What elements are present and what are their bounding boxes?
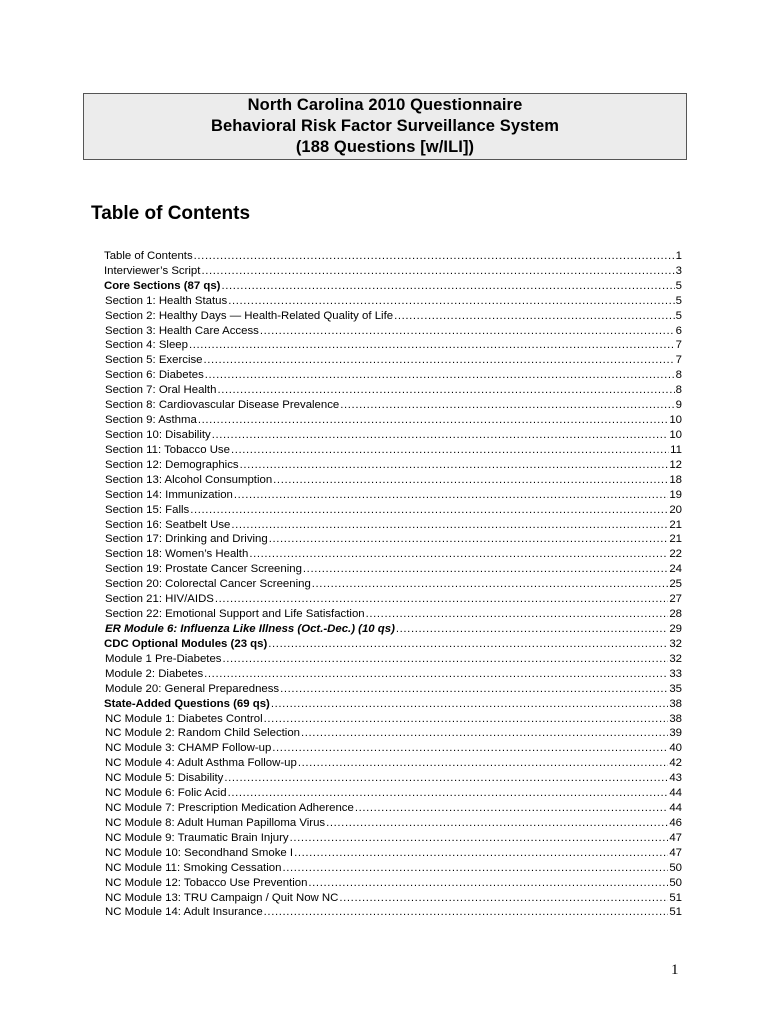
dot-leader <box>217 383 674 397</box>
toc-entry-title: Core Sections (87 qs) <box>104 279 221 292</box>
dot-leader <box>268 637 668 651</box>
toc-entry-title: Section 14: Immunization <box>105 488 233 501</box>
document-subtitle: Behavioral Risk Factor Surveillance System <box>210 117 560 135</box>
toc-entry[interactable] <box>104 860 682 875</box>
toc-entry[interactable] <box>104 785 682 800</box>
toc-entry-page: 32 <box>669 652 682 665</box>
toc-entry-title: Section 16: Seatbelt Use <box>105 518 231 531</box>
dot-leader <box>212 428 669 442</box>
toc-entry[interactable] <box>104 397 682 412</box>
toc-entry[interactable] <box>104 382 682 397</box>
toc-entry-page: 44 <box>669 802 682 815</box>
dot-leader <box>340 398 674 412</box>
dot-leader <box>234 488 668 502</box>
table-of-contents <box>104 248 682 919</box>
toc-entry[interactable] <box>104 248 682 263</box>
toc-entry-title: Section 10: Disability <box>105 428 211 441</box>
toc-entry[interactable] <box>104 442 682 457</box>
toc-entry[interactable] <box>104 352 682 367</box>
toc-entry-title: Section 4: Sleep <box>105 339 188 352</box>
toc-entry-page: 24 <box>669 563 682 576</box>
toc-entry-page: 12 <box>669 458 682 471</box>
toc-entry-title: Section 22: Emotional Support and Life Satisfaction <box>105 608 365 621</box>
toc-entry[interactable] <box>104 561 682 576</box>
question-count: (188 Questions [w/ILI]) <box>295 138 475 156</box>
dot-leader <box>228 294 674 308</box>
toc-entry-page: 29 <box>669 622 682 635</box>
toc-entry-title: Section 5: Exercise <box>105 354 203 367</box>
toc-entry-title: NC Module 10: Secondhand Smoke I <box>105 846 294 859</box>
toc-entry[interactable] <box>104 293 682 308</box>
dot-leader <box>339 891 668 905</box>
toc-entry-title: NC Module 12: Tobacco Use Prevention <box>105 876 308 889</box>
toc-entry-page: 28 <box>669 608 682 621</box>
toc-entry-title: ER Module 6: Influenza Like Illness (Oct.-Dec.) (10 qs) <box>105 622 395 635</box>
toc-entry-title: NC Module 6: Folic Acid <box>105 787 227 800</box>
dot-leader <box>326 816 668 830</box>
toc-entry[interactable] <box>104 755 682 770</box>
toc-entry-page: 35 <box>669 682 682 695</box>
toc-entry[interactable] <box>104 338 682 353</box>
toc-entry-title: NC Module 2: Random Child Selection <box>105 727 301 740</box>
toc-entry-title: NC Module 11: Smoking Cessation <box>105 861 282 874</box>
toc-entry-page: 25 <box>669 578 682 591</box>
toc-entry-title: Section 9: Asthma <box>105 414 197 427</box>
toc-entry-page: 19 <box>669 488 682 501</box>
dot-leader <box>396 622 668 636</box>
dot-leader <box>294 846 668 860</box>
toc-entry-title: Section 17: Drinking and Driving <box>105 533 268 546</box>
dot-leader <box>224 771 668 785</box>
toc-entry-title: Table of Contents <box>104 249 193 262</box>
toc-entry-page: 47 <box>669 846 682 859</box>
toc-entry-page: 38 <box>669 697 682 710</box>
toc-heading: Table of Contents <box>91 203 251 224</box>
dot-leader <box>231 518 668 532</box>
toc-entry-page: 50 <box>669 876 682 889</box>
toc-entry-page: 3 <box>675 264 682 277</box>
toc-entry[interactable] <box>104 740 682 755</box>
dot-leader <box>189 338 675 352</box>
toc-entry[interactable] <box>104 472 682 487</box>
toc-entry-title: Section 18: Women’s Health <box>105 548 249 561</box>
toc-entry-page: 51 <box>669 891 682 904</box>
toc-entry-page: 1 <box>675 249 682 262</box>
toc-entry[interactable] <box>104 517 682 532</box>
toc-entry[interactable] <box>104 875 682 890</box>
toc-entry-page: 46 <box>669 816 682 829</box>
toc-entry-page: 21 <box>669 518 682 531</box>
toc-entry[interactable] <box>104 845 682 860</box>
toc-entry-page: 5 <box>675 294 682 307</box>
toc-entry-page: 47 <box>669 831 682 844</box>
toc-entry-title: Module 1 Pre-Diabetes <box>105 652 222 665</box>
dot-leader <box>194 249 675 263</box>
toc-entry-title: NC Module 13: TRU Campaign / Quit Now NC <box>105 891 339 904</box>
toc-entry-title: NC Module 5: Disability <box>105 772 224 785</box>
toc-entry-title: Interviewer’s Script <box>104 264 201 277</box>
toc-entry-page: 11 <box>670 443 682 456</box>
toc-entry-page: 21 <box>669 533 682 546</box>
toc-entry-page: 7 <box>675 354 682 367</box>
toc-entry[interactable] <box>104 905 682 920</box>
toc-entry-page: 7 <box>675 339 682 352</box>
toc-entry[interactable] <box>104 278 682 293</box>
toc-entry[interactable] <box>104 726 682 741</box>
toc-entry-page: 22 <box>669 548 682 561</box>
toc-entry-page: 9 <box>675 399 682 412</box>
dot-leader <box>204 667 668 681</box>
toc-entry-page: 40 <box>669 742 682 755</box>
dot-leader <box>271 697 669 711</box>
toc-entry-title: CDC Optional Modules (23 qs) <box>104 637 268 650</box>
toc-entry-title: Section 15: Falls <box>105 503 190 516</box>
page-number: 1 <box>671 962 679 978</box>
toc-entry-page: 10 <box>669 414 682 427</box>
toc-entry[interactable] <box>104 546 682 561</box>
dot-leader <box>249 547 668 561</box>
dot-leader <box>264 905 669 919</box>
toc-entry-title: Section 2: Healthy Days — Health-Related Quality of Life <box>105 309 394 322</box>
dot-leader <box>308 876 668 890</box>
dot-leader <box>221 279 674 293</box>
toc-entry-page: 38 <box>669 712 682 725</box>
toc-entry[interactable] <box>104 696 682 711</box>
toc-entry-page: 8 <box>675 369 682 382</box>
toc-entry-page: 33 <box>669 667 682 680</box>
toc-entry-title: Module 2: Diabetes <box>105 667 204 680</box>
toc-entry-page: 6 <box>675 324 682 337</box>
toc-entry[interactable] <box>104 263 682 278</box>
toc-entry-title: NC Module 14: Adult Insurance <box>105 906 263 919</box>
dot-leader <box>290 831 669 845</box>
dot-leader <box>282 861 668 875</box>
toc-entry-title: Section 21: HIV/AIDS <box>105 593 214 606</box>
toc-entry[interactable] <box>104 651 682 666</box>
dot-leader <box>204 353 675 367</box>
toc-entry-title: State-Added Questions (69 qs) <box>104 697 270 710</box>
toc-entry-page: 50 <box>669 861 682 874</box>
toc-entry[interactable] <box>104 830 682 845</box>
toc-entry[interactable] <box>104 412 682 427</box>
toc-entry-title: NC Module 7: Prescription Medication Adherence <box>105 802 354 815</box>
dot-leader <box>201 264 674 278</box>
toc-entry[interactable] <box>104 815 682 830</box>
dot-leader <box>231 443 669 457</box>
toc-entry-page: 32 <box>669 637 682 650</box>
toc-entry[interactable] <box>104 770 682 785</box>
toc-entry-page: 27 <box>669 593 682 606</box>
toc-entry[interactable] <box>104 532 682 547</box>
toc-entry[interactable] <box>104 576 682 591</box>
toc-entry-title: Section 20: Colorectal Cancer Screening <box>105 578 311 591</box>
toc-entry-page: 51 <box>669 906 682 919</box>
dot-leader <box>260 324 675 338</box>
toc-entry-title: NC Module 4: Adult Asthma Follow-up <box>105 757 297 770</box>
title-box <box>83 93 687 160</box>
toc-entry-title: NC Module 3: CHAMP Follow-up <box>105 742 272 755</box>
dot-leader <box>228 786 669 800</box>
dot-leader <box>240 458 669 472</box>
dot-leader <box>394 309 675 323</box>
dot-leader <box>205 368 675 382</box>
toc-entry[interactable] <box>104 666 682 681</box>
dot-leader <box>272 741 668 755</box>
dot-leader <box>303 562 668 576</box>
dot-leader <box>264 712 669 726</box>
toc-entry[interactable] <box>104 681 682 696</box>
dot-leader <box>355 801 669 815</box>
dot-leader <box>273 473 668 487</box>
toc-entry-page: 39 <box>669 727 682 740</box>
toc-entry[interactable] <box>104 427 682 442</box>
dot-leader <box>269 532 669 546</box>
toc-entry[interactable] <box>104 636 682 651</box>
toc-entry-title: Section 13: Alcohol Consumption <box>105 473 273 486</box>
toc-entry-page: 43 <box>669 772 682 785</box>
dot-leader <box>312 577 669 591</box>
dot-leader <box>198 413 669 427</box>
toc-entry-page: 8 <box>675 384 682 397</box>
dot-leader <box>190 503 668 517</box>
toc-entry[interactable] <box>104 457 682 472</box>
toc-entry-title: Section 12: Demographics <box>105 458 239 471</box>
toc-entry-title: Module 20: General Preparedness <box>105 682 280 695</box>
toc-entry[interactable] <box>104 591 682 606</box>
toc-entry[interactable] <box>104 621 682 636</box>
toc-entry[interactable] <box>104 890 682 905</box>
toc-entry-title: NC Module 9: Traumatic Brain Injury <box>105 831 289 844</box>
toc-entry-page: 42 <box>669 757 682 770</box>
toc-entry[interactable] <box>104 323 682 338</box>
toc-entry[interactable] <box>104 308 682 323</box>
toc-entry-title: Section 7: Oral Health <box>105 384 217 397</box>
toc-entry[interactable] <box>104 711 682 726</box>
toc-entry-title: Section 1: Health Status <box>105 294 228 307</box>
toc-entry[interactable] <box>104 800 682 815</box>
dot-leader <box>215 592 668 606</box>
toc-entry-page: 18 <box>669 473 682 486</box>
toc-entry-title: Section 6: Diabetes <box>105 369 204 382</box>
toc-entry-title: NC Module 1: Diabetes Control <box>105 712 263 725</box>
toc-entry[interactable] <box>104 367 682 382</box>
toc-entry-title: Section 11: Tobacco Use <box>105 443 230 456</box>
toc-entry[interactable] <box>104 502 682 517</box>
toc-entry-page: 5 <box>675 279 682 292</box>
dot-leader <box>223 652 669 666</box>
toc-entry-page: 10 <box>669 428 682 441</box>
toc-entry-title: Section 19: Prostate Cancer Screening <box>105 563 302 576</box>
toc-entry-page: 20 <box>669 503 682 516</box>
dot-leader <box>301 726 668 740</box>
dot-leader <box>280 682 668 696</box>
toc-entry-page: 44 <box>669 787 682 800</box>
toc-entry[interactable] <box>104 606 682 621</box>
dot-leader <box>298 756 668 770</box>
toc-entry-page: 5 <box>675 309 682 322</box>
toc-entry[interactable] <box>104 487 682 502</box>
document-title: North Carolina 2010 Questionnaire <box>247 96 523 114</box>
toc-entry-title: Section 3: Health Care Access <box>105 324 259 337</box>
toc-entry-title: Section 8: Cardiovascular Disease Prevalence <box>105 399 340 412</box>
toc-entry-title: NC Module 8: Adult Human Papilloma Virus <box>105 816 326 829</box>
dot-leader <box>366 607 669 621</box>
